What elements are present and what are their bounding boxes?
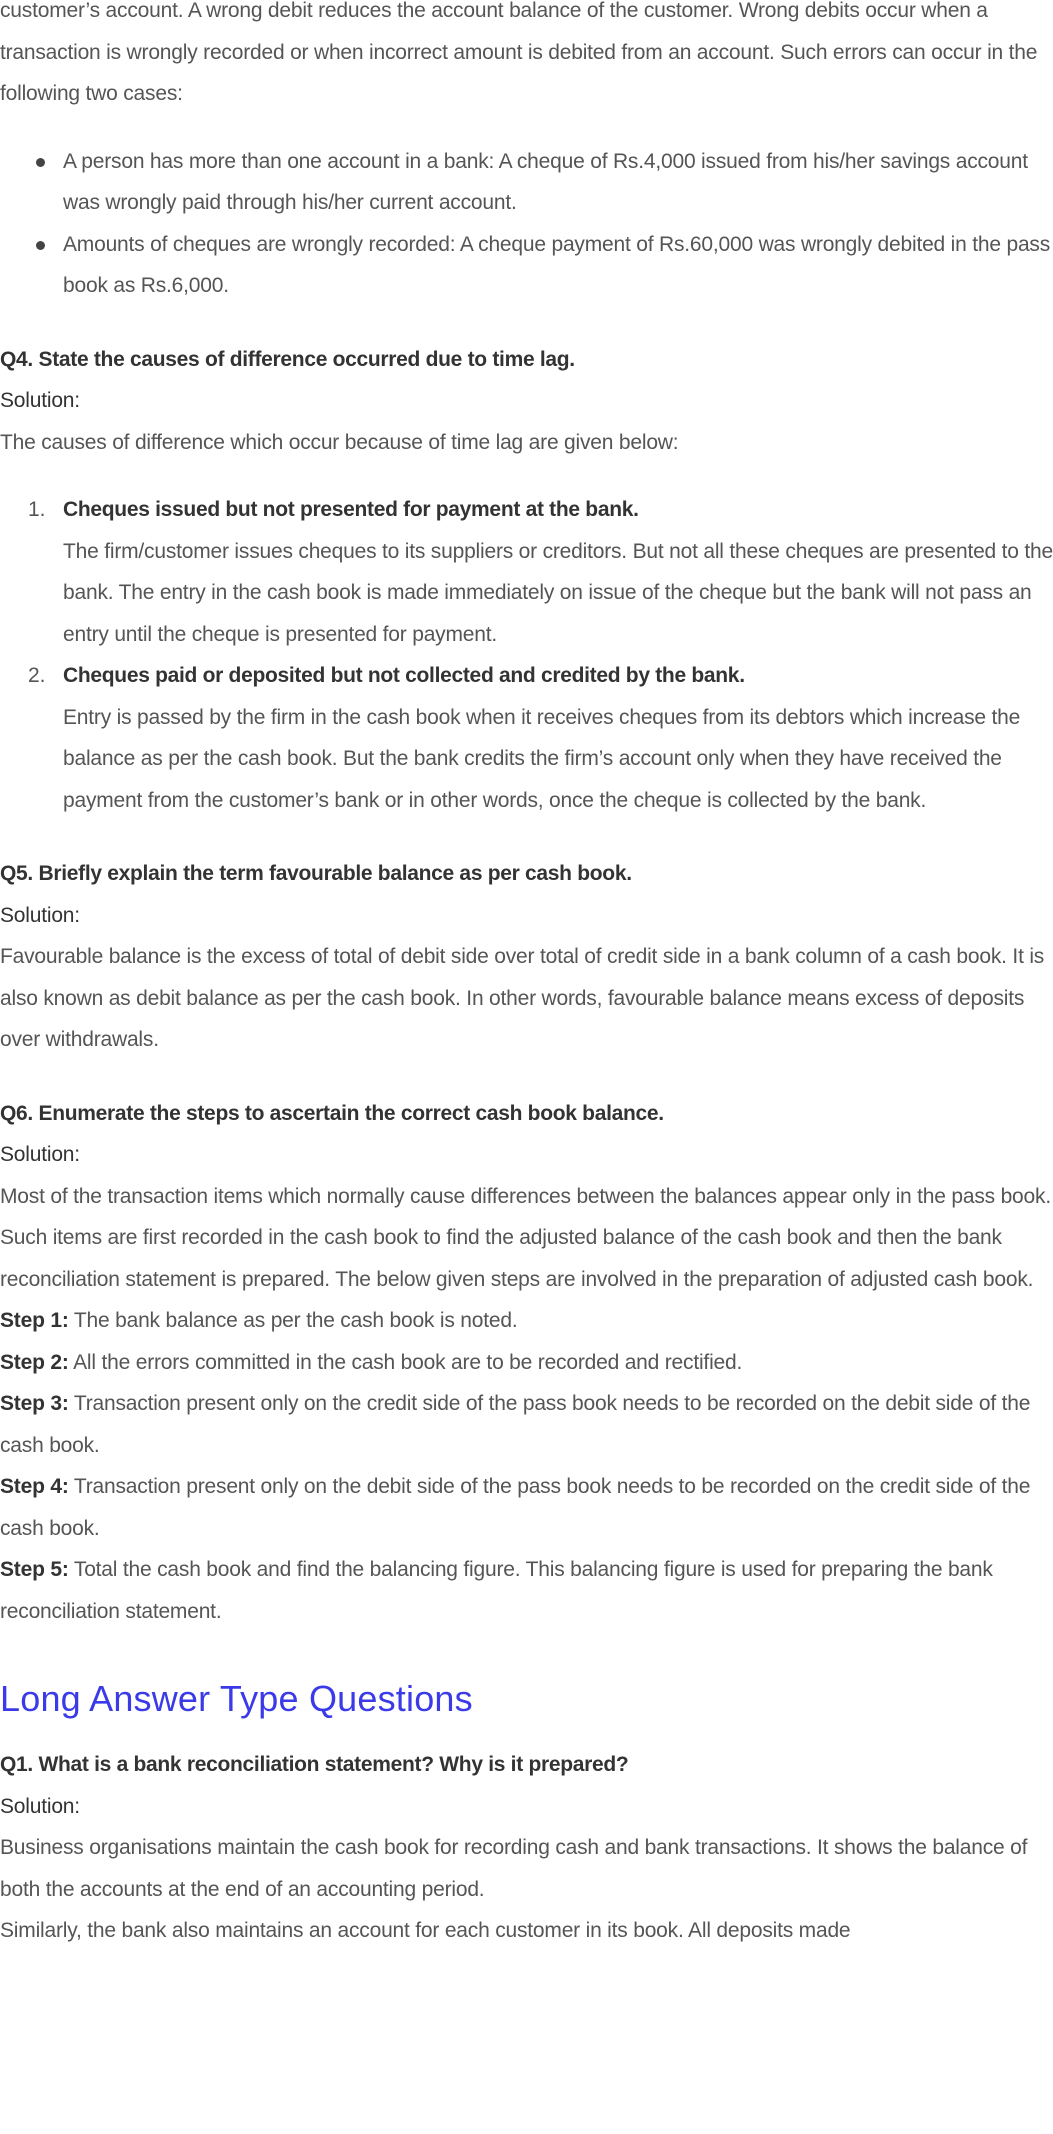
list-item [63,224,1053,307]
step-text: All the errors committed in the cash book are to be recorded and rectified. [73,1350,743,1374]
list-item-body: The firm/customer issues cheques to its suppliers or creditors. But not all these cheques are presented to the bank. The entry in the cash book is made immediately on issue of the cheque but the bank will not pass an entry until the cheque is presented for payment. [63,539,1053,646]
list-item-text: Amounts of cheques are wrongly recorded: A cheque payment of Rs.60,000 was wrongly debited in the pass book as Rs.6,000. [63,232,1051,297]
question-heading: Q1. What is a bank reconciliation statement? Why is it prepared? [0,1753,629,1776]
step-text: Transaction present only on the debit side of the pass book needs to be recorded on the credit side of the cash book. [0,1475,1031,1540]
solution-label: Solution: [0,1794,80,1818]
step-label: Step 5: [0,1558,69,1581]
answer-paragraph: Business organisations maintain the cash book for recording cash and bank transactions. It shows the balance of both the accounts at the end of an accounting period. [0,1836,1028,1901]
question-heading: Q5. Briefly explain the term favourable balance as per cash book. [0,862,632,885]
step-label: Step 3: [0,1392,69,1415]
step-line [0,1549,1053,1632]
list-item-body: Entry is passed by the firm in the cash book when it receives cheques from its debtors which increase the balance as per the cash book. But the bank credits the firm’s account only when they have received the payment from the customer’s bank or in other words, once the cheque is collected by the bank. [63,705,1021,812]
section-gap [0,1061,1053,1093]
list-item-title: Cheques paid or deposited but not collected and credited by the bank. [63,664,745,687]
question-block-q4 [0,339,1053,822]
error-cases-list [0,141,1053,307]
answer-paragraph: Similarly, the bank also maintains an account for each customer in its book. All deposits made [0,1919,851,1942]
step-label: Step 2: [0,1350,69,1374]
step-text: The bank balance as per the cash book is noted. [73,1309,518,1332]
step-line [0,1342,1053,1384]
answer-paragraph: Favourable balance is the excess of total of debit side over total of credit side in a bank column of a cash book. It is also known as debit balance as per the cash book. In other words, favourable balance means excess of deposits over withdrawals. [0,945,1045,1051]
bullet-icon [36,158,45,167]
solution-label: Solution: [0,389,80,412]
list-item [63,141,1053,224]
step-text: Total the cash book and find the balancing figure. This balancing figure is used for preparing the bank reconciliation statement. [0,1558,993,1623]
causes-list [0,489,1053,821]
question-block-long-q1 [0,1744,1053,1952]
answer-lead: The causes of difference which occur because of time lag are given below: [0,430,679,454]
bullet-icon [36,241,45,250]
solution-label: Solution: [0,903,80,927]
list-item [28,655,1053,821]
step-line [0,1383,1053,1466]
list-number: 1. [28,498,46,521]
list-item-text: A person has more than one account in a bank: A cheque of Rs.4,000 issued from his/her savings account was wrongly paid through his/her current account. [63,149,1028,214]
question-block-q5 [0,853,1053,1061]
question-block-q6 [0,1093,1053,1633]
list-item-title: Cheques issued but not presented for payment at the bank. [63,498,639,521]
step-label: Step 4: [0,1475,69,1498]
question-heading: Q6. Enumerate the steps to ascertain the correct cash book balance. [0,1101,664,1125]
step-text: Transaction present only on the credit side of the pass book needs to be recorded on the debit side of the cash book. [0,1392,1031,1457]
list-item [28,489,1053,655]
solution-label: Solution: [0,1143,80,1166]
answer-lead: Most of the transaction items which normally cause differences between the balances appear only in the pass book. Such items are first recorded in the cash book to find the adjusted balance of the cash book and then the bank reconciliation statement is prepared. The below given steps are involved in the preparation of adjusted cash book. [0,1184,1051,1291]
step-line [0,1300,1053,1342]
intro-paragraph: customer’s account. A wrong debit reduces the account balance of the customer. Wrong debits occur when a transaction is wrongly recorded or when incorrect amount is debited from an account. Such errors can occur in the following two cases: [0,0,1038,105]
list-number: 2. [28,664,46,687]
question-heading: Q4. State the causes of difference occurred due to time lag. [0,347,575,371]
section-heading-long-answer: Long Answer Type Questions [0,1678,473,1719]
step-label: Step 1: [0,1309,69,1332]
step-line [0,1466,1053,1549]
